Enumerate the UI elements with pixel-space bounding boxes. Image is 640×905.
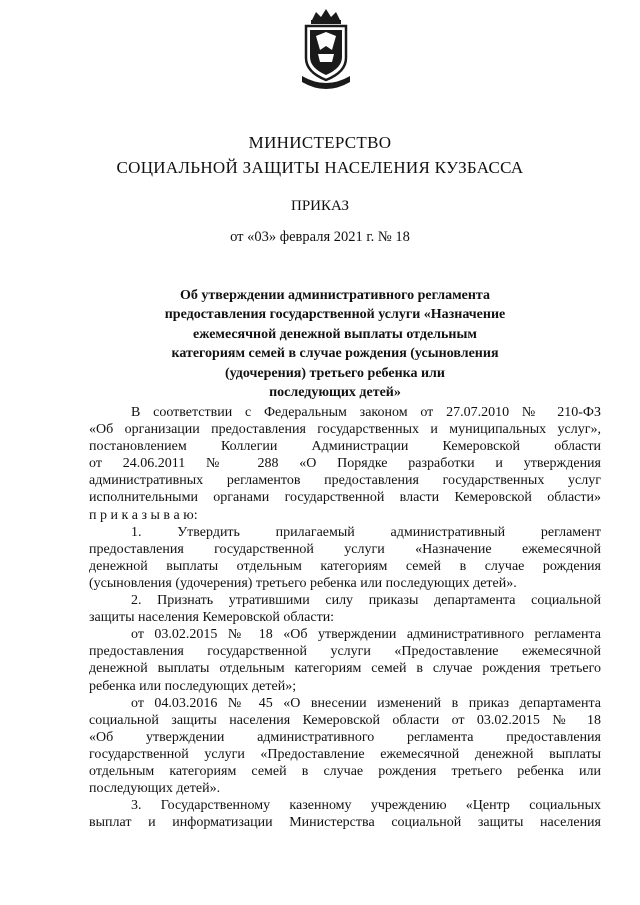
body-line: 3. Государственному казенному учреждению «Центр социальных: [131, 798, 601, 814]
body-line: от 24.06.2011 № 288 «О Порядке разработки и утверждения: [89, 456, 601, 472]
body-line: 2. Признать утратившими силу приказы департамента социальной: [131, 593, 601, 609]
title-line: последующих детей»: [269, 385, 401, 401]
body-line: предоставления государственной услуги «Назначение ежемесячной: [89, 541, 601, 557]
body-line: 1. Утвердить прилагаемый административный регламент: [131, 524, 601, 540]
title-line: ежемесячной денежной выплаты отдельным: [193, 326, 477, 342]
body-line: последующих детей».: [89, 781, 221, 797]
body-line: от 03.02.2015 № 18 «Об утверждении административного регламента: [131, 627, 601, 643]
body-line: от 04.03.2016 № 45 «О внесении изменений в приказ департамента: [131, 695, 601, 711]
body-line: исполнительными органами государственной власти Кемеровской области»: [89, 490, 601, 506]
ministry-name-line2: СОЦИАЛЬНОЙ ЗАЩИТЫ НАСЕЛЕНИЯ КУЗБАССА: [116, 158, 524, 177]
body-line: В соответствии с Федеральным законом от 27.07.2010 № 210-ФЗ: [131, 405, 601, 420]
body-line: постановлением Коллегии Администрации Кемеровской области: [89, 439, 601, 455]
body-line: денежной выплаты отдельным категориям семей в случае рождения третьего: [89, 661, 601, 677]
body-line: социальной защиты населения Кемеровской области от 03.02.2015 № 18: [89, 712, 601, 728]
title-line: категориям семей в случае рождения (усыновления: [171, 346, 499, 362]
order-date-number: от «03» февраля 2021 г. № 18: [230, 229, 410, 245]
body-line: государственной услуги «Предоставление ежемесячной денежной выплаты: [89, 746, 601, 762]
order-body: [89, 404, 601, 831]
body-line: защиты населения Кемеровской области:: [89, 610, 335, 626]
body-line: предоставления государственной услуги «Предоставление ежемесячной: [89, 644, 601, 660]
ministry-name-line1: МИНИСТЕРСТВО: [248, 133, 392, 152]
body-line: отдельным категориям семей в случае рождения третьего ребенка или: [89, 763, 601, 779]
body-line: выплат и информатизации Министерства социальной защиты населения: [89, 815, 601, 831]
body-line: (усыновления (удочерения) третьего ребенка или последующих детей».: [89, 575, 517, 591]
title-line: (удочерения) третьего ребенка или: [225, 365, 445, 381]
body-line: ребенка или последующих детей»;: [89, 678, 297, 694]
coat-of-arms-emblem: [296, 6, 356, 94]
order-title: [150, 286, 520, 402]
body-line: административных регламентов предоставления государственных услуг: [89, 473, 601, 489]
title-line: Об утверждении административного регламента: [180, 288, 490, 303]
body-line: «Об организации предоставления государственных и муниципальных услуг»,: [89, 422, 601, 438]
document-type: ПРИКАЗ: [291, 198, 349, 214]
body-line-order-word: п р и к а з ы в а ю:: [89, 507, 198, 523]
body-line: денежной выплаты отдельным категориям семей в случае рождения: [89, 558, 601, 574]
body-line: «Об утверждении административного регламента предоставления: [89, 729, 601, 745]
title-line: предоставления государственной услуги «Назначение: [164, 307, 506, 323]
